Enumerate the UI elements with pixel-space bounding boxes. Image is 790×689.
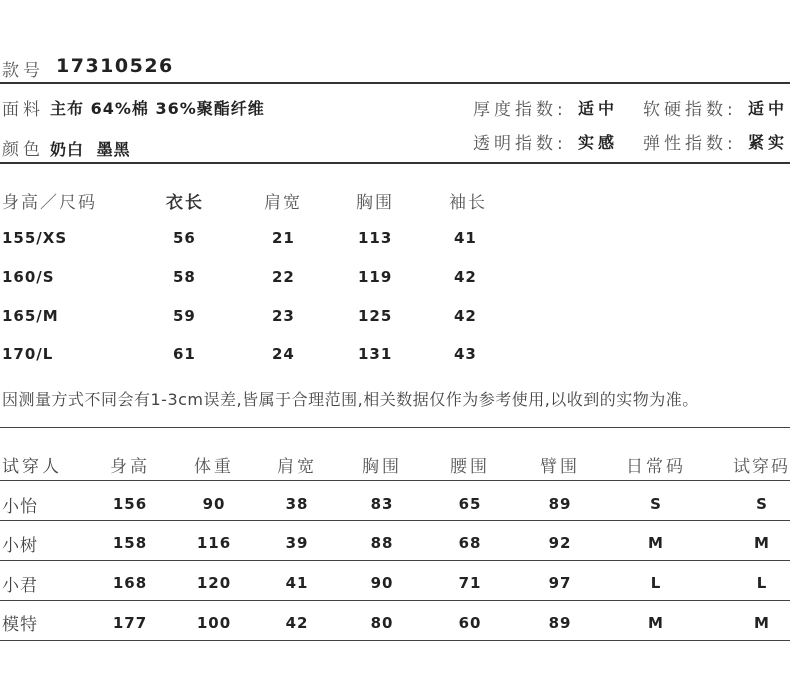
size-row-3-chest: 125	[358, 307, 393, 325]
size-row-2-chest: 119	[358, 268, 393, 286]
size-header-chest: 胸围	[356, 193, 394, 213]
softness-value: 适中	[748, 99, 789, 118]
model-header-arm: 臂围	[540, 457, 580, 477]
size-row-2-size: 160/S	[2, 268, 55, 286]
model-row-3-chest: 90	[370, 574, 394, 592]
thickness-value: 适中	[578, 99, 619, 118]
style-number: 17310526	[56, 55, 174, 77]
model-header-waist: 腰围	[450, 457, 490, 477]
model-row-3-shoulder: 41	[285, 574, 309, 592]
model-divider-2	[0, 520, 790, 521]
model-row-3-name: 小君	[2, 576, 38, 596]
model-row-1-name: 小怡	[2, 497, 38, 517]
model-header-chest: 胸围	[362, 457, 402, 477]
size-row-3-sleeve: 42	[454, 307, 477, 325]
size-row-1-sleeve: 41	[454, 229, 477, 247]
model-row-2-weight: 116	[196, 534, 232, 552]
size-row-4-length: 61	[173, 345, 196, 363]
size-row-2-shoulder: 22	[272, 268, 295, 286]
model-row-4-chest: 80	[370, 614, 394, 632]
model-row-2-chest: 88	[370, 534, 394, 552]
model-row-3-weight: 120	[196, 574, 232, 592]
model-row-4-weight: 100	[196, 614, 232, 632]
color-label: 颜色	[2, 140, 44, 160]
model-row-4-waist: 60	[458, 614, 482, 632]
size-row-4-chest: 131	[358, 345, 393, 363]
model-row-2-trial-size: M	[754, 534, 770, 552]
model-row-1-height: 156	[112, 495, 148, 513]
model-header-weight: 体重	[194, 457, 234, 477]
divider-top	[0, 82, 790, 84]
model-row-2-waist: 68	[458, 534, 482, 552]
elasticity-value: 紧实	[748, 133, 789, 152]
elasticity-label: 弹性指数:	[643, 134, 737, 154]
size-row-2-length: 58	[173, 268, 196, 286]
divider-mid	[0, 162, 790, 164]
model-header-shoulder: 肩宽	[277, 457, 317, 477]
model-row-3-trial-size: L	[756, 574, 768, 592]
model-row-3-daily-size: L	[650, 574, 662, 592]
model-divider-3	[0, 560, 790, 561]
size-row-3-shoulder: 23	[272, 307, 295, 325]
size-row-1-chest: 113	[358, 229, 393, 247]
style-number-label: 款号	[2, 61, 44, 81]
model-row-4-trial-size: M	[754, 614, 770, 632]
model-row-3-waist: 71	[458, 574, 482, 592]
model-row-1-waist: 65	[458, 495, 482, 513]
model-row-1-trial-size: S	[756, 495, 768, 513]
model-row-4-arm: 89	[548, 614, 572, 632]
size-header-length: 衣长	[166, 193, 204, 213]
model-header-height: 身高	[110, 457, 150, 477]
divider-model-top	[0, 427, 790, 428]
model-row-2-shoulder: 39	[285, 534, 309, 552]
model-row-3-height: 168	[112, 574, 148, 592]
model-row-2-height: 158	[112, 534, 148, 552]
thickness-label: 厚度指数:	[473, 100, 567, 120]
model-row-1-weight: 90	[202, 495, 226, 513]
size-header-shoulder: 肩宽	[264, 193, 302, 213]
size-row-4-shoulder: 24	[272, 345, 295, 363]
size-row-1-shoulder: 21	[272, 229, 295, 247]
model-row-1-chest: 83	[370, 495, 394, 513]
model-row-1-shoulder: 38	[285, 495, 309, 513]
size-header-sleeve: 袖长	[449, 193, 487, 213]
model-row-1-daily-size: S	[650, 495, 662, 513]
size-row-4-sleeve: 43	[454, 345, 477, 363]
measurement-note: 因测量方式不同会有1-3cm误差,皆属于合理范围,相关数据仅作为参考使用,以收到的实物为准。	[2, 390, 699, 409]
model-row-1-arm: 89	[548, 495, 572, 513]
size-row-2-sleeve: 42	[454, 268, 477, 286]
model-row-4-height: 177	[112, 614, 148, 632]
size-row-4-size: 170/L	[2, 345, 54, 363]
transparency-value: 实感	[578, 133, 619, 152]
size-row-3-size: 165/M	[2, 307, 59, 325]
model-divider-4	[0, 600, 790, 601]
size-row-3-length: 59	[173, 307, 196, 325]
model-row-4-shoulder: 42	[285, 614, 309, 632]
model-row-3-arm: 97	[548, 574, 572, 592]
model-row-4-daily-size: M	[648, 614, 664, 632]
softness-label: 软硬指数:	[643, 100, 737, 120]
model-row-4-name: 模特	[2, 615, 38, 635]
model-row-2-daily-size: M	[648, 534, 664, 552]
model-divider-bottom	[0, 640, 790, 641]
size-row-1-length: 56	[173, 229, 196, 247]
model-header-daily-size: 日常码	[626, 457, 686, 477]
fabric-value: 主布 64%棉 36%聚酯纤维	[50, 99, 265, 118]
transparency-label: 透明指数:	[473, 134, 567, 154]
model-row-2-name: 小树	[2, 536, 38, 556]
size-header-height-size: 身高／尺码	[2, 193, 97, 213]
color-value: 奶白 墨黑	[50, 140, 131, 159]
size-row-1-size: 155/XS	[2, 229, 68, 247]
model-header-wearer: 试穿人	[2, 457, 62, 477]
fabric-label: 面料	[2, 100, 44, 120]
model-header-trial-size: 试穿码	[733, 457, 790, 477]
model-row-2-arm: 92	[548, 534, 572, 552]
model-divider-1	[0, 480, 790, 481]
